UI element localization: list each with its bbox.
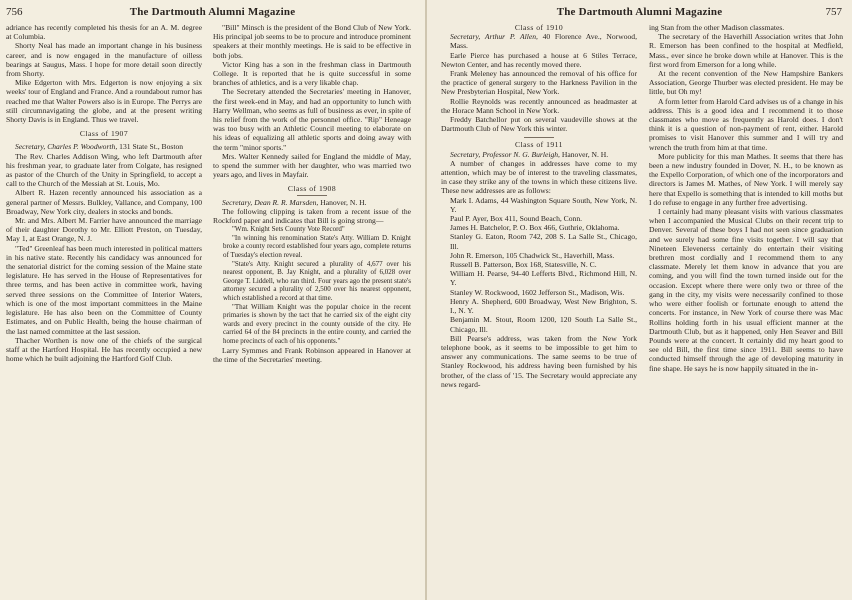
left-page (0, 0, 425, 600)
secretary-name: Secretary, Charles P. Woodworth, (15, 142, 118, 152)
left-column-2 (213, 23, 411, 595)
address-entry: Benjamin M. Stout, Room 1200, 120 South La Salle St., Chicago, Ill. (450, 315, 637, 334)
secretary-address: 40 Florence Ave., Norwood, Mass. (450, 32, 637, 51)
address-entry: Stanley W. Rockwood, 1602 Jefferson St., Madison, Wis. (450, 287, 625, 297)
heading-rule (524, 137, 554, 138)
paragraph: "Bill" Minsch is the president of the Bond Club of New York. His principal job seems to be to procure and introduce prominent speakers at their monthly meetings. He is said to be effective in both jobs. (213, 23, 411, 60)
address-entry: James H. Batchelor, P. O. Box 466, Guthrie, Oklahoma. (450, 223, 620, 233)
secretary-name: Secretary, Professor N. G. Burleigh, (450, 149, 560, 159)
address-entry: Henry A. Shepherd, 600 Broadway, West New Brighton, S. I., N. Y. (450, 296, 637, 316)
paragraph: The secretary of the Haverhill Association writes that John R. Emerson has been confined to the hospital at Medfield, Mass., ever since he broke down while at Hanover. This is the first word from Emerson for a long while. (649, 32, 843, 69)
heading-rule (297, 195, 327, 196)
right-page (427, 0, 852, 600)
paragraph: Larry Symmes and Frank Robinson appeared in Hanover at the time of the Secretaries' meeting. (213, 345, 411, 364)
class-heading-1911: Class of 1911 (515, 140, 563, 150)
paragraph: Rollie Reynolds was recently announced as headmaster at the Horace Mann School in New York. (441, 96, 637, 115)
paragraph: Freddy Batchellor put on several vaudeville shows at the Dartmouth Club of New York this winter. (441, 115, 637, 134)
quote-paragraph: "State's Atty. Knight secured a plurality of 4,677 over his nearest opponent, B. Jay Knight, and a plurality of 6,028 over George T. Liddell, who ran third. Four years ago the present state's attorney secured a plurality of 2,500 over his nearest opponent, which established a record at that time. (223, 259, 411, 303)
paragraph: ing Stan from the other Madison classmates. (649, 23, 785, 32)
paragraph: Mr. and Mrs. Albert M. Farrier have announced the marriage of their daughter Dorothy to Mr. Elliott Preston, on Tuesday, May 1, at East Orange, N. J. (6, 216, 202, 244)
running-title-right: The Dartmouth Alumni Magazine (556, 6, 723, 18)
paragraph: "Ted" Greenleaf has been much interested in political matters in his native state. Recently his candidacy was announced for the senatorial district for the coming session of the Maine state legislature. He has served in the House of Representatives for three terms, and has been active in committee work, having served three sessions on the Committee of Interior Waters, which is one of the most important committees in the Maine legislature. He has also been on the Committee of County Estimates, and on Public Health, being the house chairman of the last named committee at the last session. (6, 243, 202, 336)
paragraph: Earle Pierce has purchased a house at 6 Stiles Terrace, Newton Center, and has recently moved there. (441, 50, 637, 69)
left-page-header (0, 5, 425, 19)
address-entry: Russell B. Patterson, Box 168, Statesville, N. C. (450, 260, 597, 270)
paragraph: More publicity for this man Mathes. It seems that there has been a new industry founded in Dover, N. H., to be known as the Expello Corporation, of which one of the incorporators and directors is James M. Mathes, of New York. I will merely say here that Expello is something that is intended to kill moths but I do refuse to engage in any further free advertising. (649, 151, 843, 207)
class-heading-1910: Class of 1910 (514, 23, 564, 32)
paragraph: I certainly had many pleasant visits with various classmates when I accompanied the Musical Clubs on their recent trip to Denver. Several of these boys I had not seen since graduation and we surely had some fine visits together. I will say that Nineteen Elevenerss certainly do entertain their visiting brethren most cordially and I recommend them to any classmate. Merely let them know in advance that you are coming, and you will find the town turned inside out for the occasion. Except where there were only two or three of the gang in the city, my visits were necessarily confined to those who were either foolish or fortunate enough to attend the concerts. For instance, in New York of course there was Mac Rollins holding forth in his usual efficient manner at the Dartmouth Club, but as it happened, only Hen Seaver and Bill Pounds were at the concert. It certainly did my heart good to see old Bill, the first time since 1911. Bill seems to have conducted himself through the age of developing maturity in fine shape. He says he is now happily situated in the in- (649, 207, 843, 373)
quote-title: "Wm. Knight Sets County Vote Record" (232, 225, 345, 234)
secretary-line-1907 (6, 142, 202, 151)
secretary-line-1911 (441, 150, 637, 159)
class-heading-1907: Class of 1907 (79, 129, 129, 139)
paragraph: Victor King has a son in the freshman class in Dartmouth College. It is reported that he is quite successful in some branches of athletics, and is a very likable chap. (213, 59, 411, 88)
right-column-2 (649, 23, 843, 595)
secretary-line-1910 (441, 32, 637, 50)
paragraph: Albert R. Hazen recently announced his association as a general partner of Messrs. Bulkley, Vallance, and Company, 100 Broadway, New York city, dealers in stocks and bonds. (6, 188, 202, 216)
running-title-left: The Dartmouth Alumni Magazine (129, 6, 296, 18)
paragraph: Frank Meleney has announced the removal of his office for the practice of general surgery to the Harkness Pavilion in the New Presbyterian Hospital, New York. (441, 69, 637, 97)
left-column-1 (6, 23, 202, 595)
paragraph: Thacher Worthen is now one of the chiefs of the surgical staff at the Hartford Hospital. He has recently occupied a new home which he built adjoining the Hartford Golf Club. (6, 335, 202, 364)
right-page-header (427, 5, 852, 19)
paragraph: A number of changes in addresses have come to my attention, which may be of interest to the traveling classmates, in case they strike any of the towns in which these citizens live. These new addresses are as follows: (441, 158, 637, 196)
secretary-line-1908 (213, 198, 411, 207)
paragraph: The Rev. Charles Addison Wing, who left Dartmouth after his freshman year, to graduate later from Colgate, has resigned as pastor of the Church of the Unity in Springfield, to accept a call to the Church of the Messiah at St. Louis, Mo. (6, 151, 202, 189)
address-entry: Mark I. Adams, 44 Washington Square South, New York, N. Y. (450, 195, 637, 214)
page-number-right: 757 (825, 6, 842, 18)
secretary-address: Hanover, N. H. (561, 149, 609, 159)
paragraph: The Secretary attended the Secretaries' meeting in Hanover, the first week-end in May, and had an opportunity to lunch with Harry Wellman, who seems as full of business as ever, in spite of his relief from the work of the personnel office. "Rip" Heneage was too busy with an Athletic Council meeting to elaborate on his ideas of equalizing all athletic sports and doing away with the term "minor sports." (213, 87, 411, 152)
class-heading-1908: Class of 1908 (287, 184, 337, 194)
secretary-name: Secretary, Dean R. R. Marsden, (222, 197, 319, 207)
paragraph: At the recent convention of the New Hampshire Bankers Association, George Thurber was elected president. He may be little, but Oh my! (649, 69, 843, 97)
paragraph: Mrs. Walter Kennedy sailed for England the middle of May, to spend the summer with her daughter, who was married two years ago, and lives in Mayfair. (213, 151, 411, 180)
heading-rule (89, 139, 119, 140)
secretary-address: 131 State St., Boston (119, 142, 184, 152)
secretary-address: Hanover, N. H. (320, 197, 367, 207)
paragraph: adriance has recently completed his thesis for an A. M. degree at Columbia. (6, 23, 202, 42)
quote-paragraph: "In winning his renomination State's Atty. William D. Knight broke a county record established four years ago, complete returns of Tuesday's election reveal. (223, 233, 411, 260)
address-entry: Stanley G. Eaton, Room 742, 208 S. La Salle St., Chicago, Ill. (450, 232, 637, 251)
paragraph: Shorty Neal has made an important change in his business career, and is now engaged in the manufacture of oilless bearings at Saugus, Mass. I hope for more detail soon directly from Shorty. (6, 41, 202, 79)
right-column-1 (441, 23, 637, 595)
quote-paragraph: "That William Knight was the popular choice in the recent primaries is shown by the tact that he carried six of the eight city wards and every precinct in the county outside of the city. He carried 64 of the 84 precincts in the entire county, and carried the home precincts of each of his opponents." (223, 302, 411, 345)
address-entry: John R. Emerson, 105 Chadwick St., Haverhill, Mass. (450, 250, 615, 260)
paragraph: The following clipping is taken from a recent issue of the Rockford paper and indicates that Bill is going strong— (213, 206, 411, 226)
paragraph: Mike Edgerton with Mrs. Edgerton is now enjoying a six weeks' tour of England and France. And a roundabout rumor has reached me that Walter Powers also is in Europe. The Perrys are still circumnavigating the globe, and at the present writing Shorty Davis is in England. Thus we travel. (6, 78, 202, 125)
paragraph: A form letter from Harold Card advises us of a change in his address. This is a good idea and I recommend it to those classmates who move as frequently as Harold does. I don't think it is a question of non-payment of rent, either. Harold promises to visit Hanover this summer and I will try and wrench the truth from him at that time. (649, 96, 843, 152)
page-number-left: 756 (6, 6, 23, 18)
paragraph: Bill Pearse's address, was taken from the New York telephone book, as it seems to be impossible to get him to answer any communications. The same seems to be true of Stanley Rockwood, his address having been furnished by his brother, of the class of '15. The Secretary would appreciate any news regard- (441, 333, 637, 389)
address-entry: Paul P. Ayer, Box 411, Sound Beach, Conn. (450, 214, 583, 224)
address-entry: William H. Pearse, 94-40 Lefferts Blvd., Richmond Hill, N. Y. (450, 269, 637, 288)
secretary-name: Secretary, Arthur P. Allen, (450, 32, 538, 42)
